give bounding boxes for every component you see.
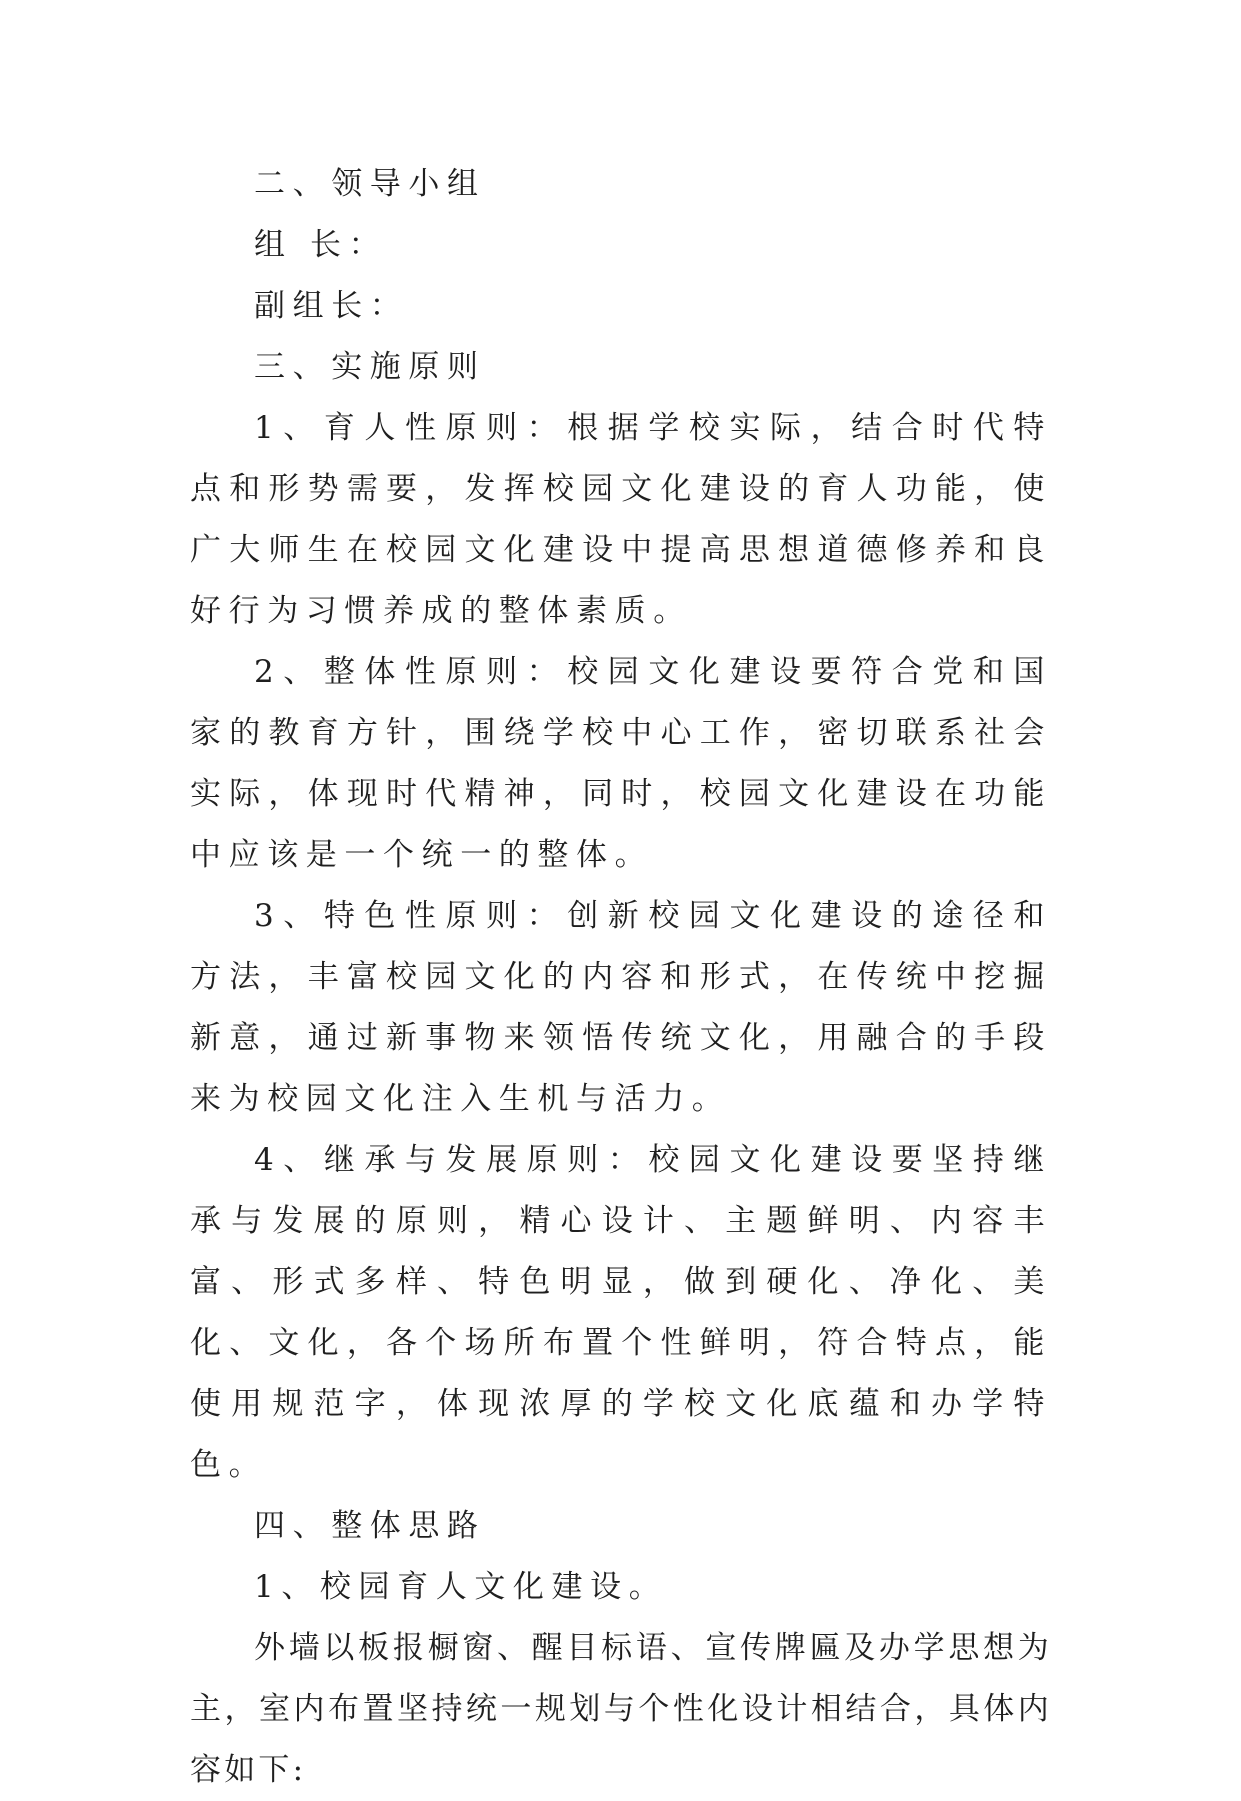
principle-paragraph-3: 3、特色性原则：创新校园文化建设的途径和方法，丰富校园文化的内容和形式，在传统中挖掘新意，通过新事物来领悟传统文化，用融合的手段来为校园文化注入生机与活力。 [190,898,1052,1117]
section-heading-principles: 三、实施原则 [254,349,486,385]
approach-paragraph: 外墙以板报橱窗、醒目标语、宣传牌匾及办学思想为主，室内布置坚持统一规划与个性化设计相结合，具体内容如下: [190,1630,1052,1788]
subheading-campus-culture: 1、校园育人文化建设。 [254,1569,668,1605]
principle-paragraph-4: 4、继承与发展原则：校园文化建设要坚持继承与发展的原则，精心设计、主题鲜明、内容丰富、形式多样、特色明显，做到硬化、净化、美化、文化，各个场所布置个性鲜明，符合特点，能使用规范字，体现浓厚的学校文化底蕴和办学特色。 [190,1142,1052,1483]
group-leader-line: 组 长： [254,227,388,263]
section-heading-approach: 四、整体思路 [254,1508,486,1544]
section-heading-leadership: 二、领导小组 [254,166,486,202]
deputy-leader-line: 副组长： [254,288,409,324]
principle-paragraph-2: 2、整体性原则：校园文化建设要符合党和国家的教育方针，围绕学校中心工作，密切联系社会实际，体现时代精神，同时，校园文化建设在功能中应该是一个统一的整体。 [190,654,1052,873]
document-body [190,154,1052,1801]
principle-paragraph-1: 1、育人性原则：根据学校实际，结合时代特点和形势需要，发挥校园文化建设的育人功能，使广大师生在校园文化建设中提高思想道德修养和良好行为习惯养成的整体素质。 [190,410,1052,629]
